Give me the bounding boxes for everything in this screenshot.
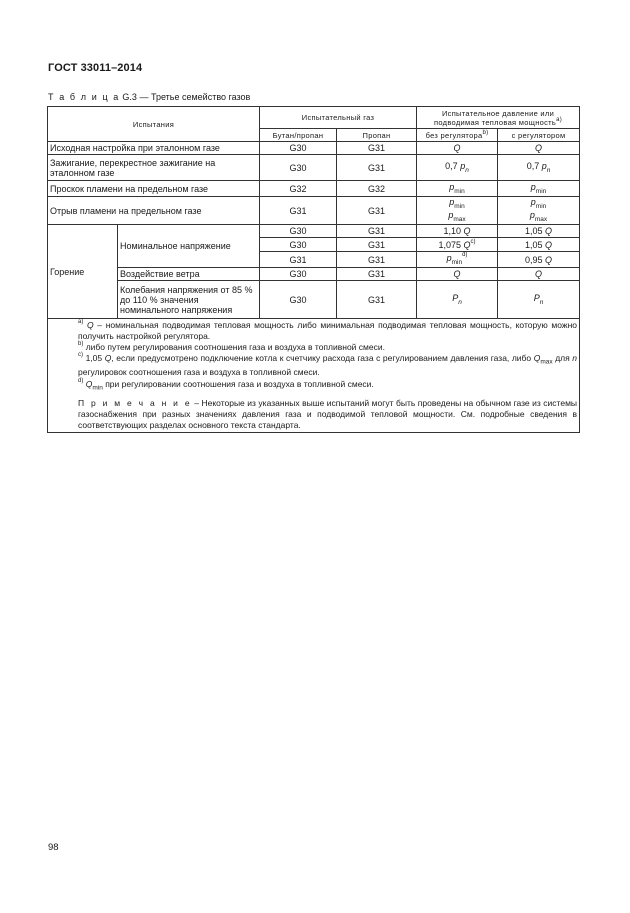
footnotes-row: [48, 319, 580, 433]
table-row: [48, 225, 580, 238]
header-tests: Испытания: [48, 107, 260, 142]
value-cell: $p_{min}$ $p_{max}$: [498, 197, 580, 225]
test-name: Зажигание, перекрестное зажигание на эталонном газе: [48, 155, 260, 181]
gas-cell: G31: [337, 281, 417, 319]
gas-cell: G31: [337, 142, 417, 155]
footnote-a: $^{a)}$ Q – номинальная подводимая тепловая мощность либо минимальная подводимая тепловая мощность, которую можно получить настройкой регулятора.: [78, 319, 578, 342]
gas-cell: G30: [260, 281, 337, 319]
table-row: [48, 142, 580, 155]
header-propane: Пропан: [337, 129, 417, 142]
value-cell: 1,05 Q: [498, 225, 580, 238]
table-row: [48, 281, 580, 319]
table-row: [48, 197, 580, 225]
footnote-d: $^{d)}$ $Q_{min}$ при регулировании соотношения газа и воздуха в топливной смеси.: [78, 377, 374, 392]
nominal-voltage-label: Номинальное напряжение: [118, 225, 260, 268]
voltage-fluctuation-label: Колебания напряжения от 85 % до 110 % значения номинального напряжения: [118, 281, 260, 319]
test-name: Отрыв пламени на предельном газе: [48, 197, 260, 225]
caption-title: — Третье семейство газов: [139, 92, 251, 102]
value-cell: $p_{min}$: [498, 181, 580, 197]
value-cell: $p_{min}^{d)}$: [417, 252, 498, 268]
header-butane-propane: Бутан/пропан: [260, 129, 337, 142]
header-without-regulator: без регулятора$^{b)}$: [417, 129, 498, 142]
value-cell: 0,7 $p_n$: [417, 155, 498, 181]
value-cell: Q: [417, 268, 498, 281]
header-row-1: [48, 107, 580, 129]
header-with-regulator: с регулятором: [498, 129, 580, 142]
gas-cell: G31: [337, 238, 417, 252]
gas-cell: G31: [337, 268, 417, 281]
header-test-pressure: Испытательное давление или подводимая тепловая мощность$^{a)}$: [417, 107, 580, 129]
combustion-label: Горение: [48, 225, 118, 319]
footnote-c: $^{c)}$ 1,05 Q, если предусмотрено подключение котла к счетчику расхода газа с регулированием давления газа, либо $Q_{max}$ для n регулировок соотношения газа и воздуха в топливной смеси.: [78, 352, 578, 378]
document-code: ГОСТ 33011–2014: [48, 62, 143, 74]
value-cell: Q: [498, 268, 580, 281]
gas-cell: G30: [260, 142, 337, 155]
value-cell: $P_n$: [498, 281, 580, 319]
footnote-b: $^{b)}$ либо путем регулирования соотношения газа и воздуха в топливной смеси.: [78, 341, 385, 353]
value-cell: 0,95 Q: [498, 252, 580, 268]
value-cell: $p_{min}$ $p_{max}$: [417, 197, 498, 225]
table-note: П р и м е ч а н и е – Некоторые из указанных выше испытаний могут быть проведены на обычном газе из системы газоснабжения при разных значениях давления газа и подводимой тепловой мощности. См. подробные сведения в соответствующих разделах основного текста стандарта.: [78, 397, 578, 430]
value-cell: 0,7 $p_n$: [498, 155, 580, 181]
footnotes: [48, 319, 580, 433]
value-cell: $p_{min}$: [417, 181, 498, 197]
gas-cell: G31: [260, 197, 337, 225]
gas-family-table: [47, 106, 580, 433]
test-name: Проскок пламени на предельном газе: [48, 181, 260, 197]
table-row: [48, 268, 580, 281]
value-cell: 1,075 $Q^{c)}$: [417, 238, 498, 252]
test-name: Исходная настройка при эталонном газе: [48, 142, 260, 155]
gas-cell: G31: [337, 252, 417, 268]
gas-cell: G31: [337, 197, 417, 225]
caption-number: G.3: [122, 92, 137, 102]
gas-cell: G30: [260, 268, 337, 281]
gas-cell: G31: [337, 225, 417, 238]
value-cell: Q: [498, 142, 580, 155]
gas-cell: G31: [337, 155, 417, 181]
value-cell: 1,05 Q: [498, 238, 580, 252]
header-test-gas: Испытательный газ: [260, 107, 417, 129]
value-cell: Q: [417, 142, 498, 155]
gas-cell: G32: [337, 181, 417, 197]
gas-cell: G30: [260, 155, 337, 181]
table-row: [48, 181, 580, 197]
gas-cell: G31: [260, 252, 337, 268]
caption-label: Т а б л и ц а: [48, 92, 120, 102]
table-row: [48, 155, 580, 181]
wind-label: Воздействие ветра: [118, 268, 260, 281]
gas-cell: G30: [260, 238, 337, 252]
page-number: 98: [48, 842, 59, 853]
value-cell: $P_n$: [417, 281, 498, 319]
gas-cell: G30: [260, 225, 337, 238]
value-cell: 1,10 Q: [417, 225, 498, 238]
table-caption: [48, 92, 250, 102]
gas-cell: G32: [260, 181, 337, 197]
